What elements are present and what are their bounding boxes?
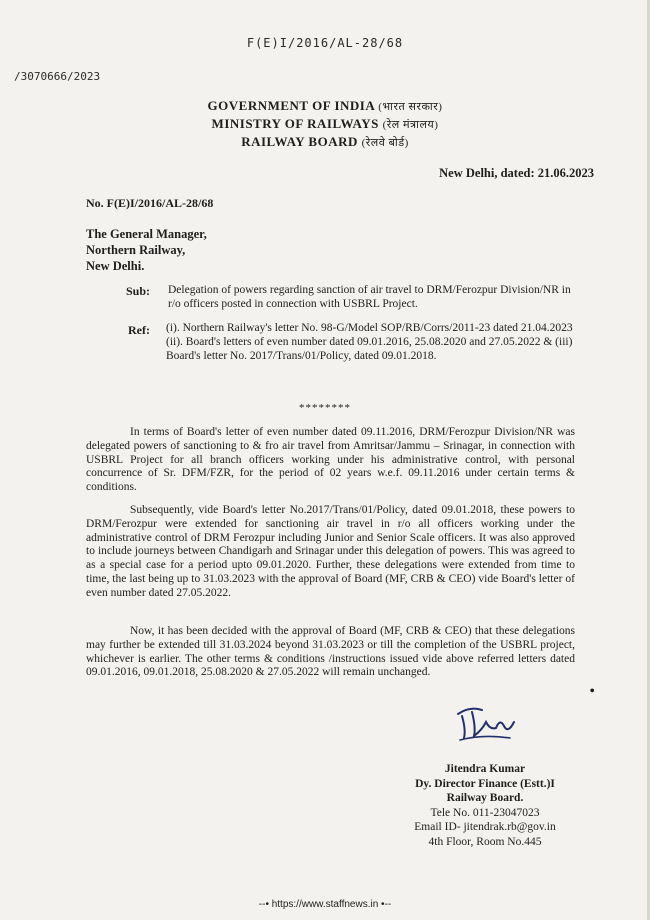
signatory-email: Email ID- jitendrak.rb@gov.in (414, 821, 556, 833)
letter-date: New Delhi, dated: 21.06.2023 (439, 166, 594, 180)
handwritten-file-reference: F(E)I/2016/AL-28/68 (246, 36, 404, 50)
header-ministry: MINISTRY OF RAILWAYS (रेल मंत्रालय) (211, 116, 439, 131)
signatory-designation: Dy. Director Finance (Estt.)I (415, 777, 555, 790)
signatory-office: Railway Board. (446, 792, 524, 804)
signature-block (380, 762, 590, 849)
separator: ******** (299, 402, 351, 414)
addressee-line: New Delhi. (86, 259, 145, 273)
handwritten-signature (452, 700, 522, 746)
addressee-line: The General Manager, (86, 227, 207, 241)
addressee-block (86, 226, 207, 274)
signatory-room: 4th Floor, Room No.445 (428, 835, 542, 848)
header-government: GOVERNMENT OF INDIA (भारत सरकार) (207, 98, 443, 113)
ink-dot: • (589, 683, 595, 700)
diary-number: /3070666/2023 (14, 70, 101, 83)
header-railway-board: RAILWAY BOARD (रेलवे बोर्ड) (241, 134, 409, 149)
file-number: No. F(E)I/2016/AL-28/68 (86, 196, 214, 210)
reference-label: Ref: (128, 323, 150, 337)
body-paragraph-3: Now, it has been decided with the approval of Board (MF, CRB & CEO) that these delegations may further be extended till 31.03.2024 beyond 31.03.2023 or till the completion of the USBRL project, whichever is earlier. The other terms & conditions /instructions issued vide above referred letters dated 09.01.2016, 09.01.2018, 25.08.2020 & 27.05.2022 will remain unchanged. (86, 625, 575, 679)
body-paragraph-1: In terms of Board's letter of even number dated 09.11.2016, DRM/Ferozpur Division/NR was delegated powers of sanctioning to & fro air travel from Amritsar/Jammu – Srinagar, in connection with USBRL Project for all branch officers working under his administrative control, with personal concurrence of Sr. DFM/FZR, for the period of 02 years w.e.f. 09.11.2016 under certain terms & conditions. (86, 426, 575, 494)
signatory-phone: Tele No. 011-23047023 (430, 806, 540, 819)
signatory-name: Jitendra Kumar (444, 763, 526, 775)
body-paragraph-2: Subsequently, vide Board's letter No.2017/Trans/01/Policy, dated 09.01.2018, these powers to DRM/Ferozpur were extended for sanctioning air travel in r/o all officers working under the administrative control of DRM Ferozpur including Junior and Senior Scale officers. It was also approved to include journeys between Chandigarh and Srinagar under this delegation of powers. This was agreed to as a special case for a period upto 09.01.2020. Further, these delegations were extended from time to time, the last being up to 31.03.2023 with the approval of Board (MF, CRB & CEO) vide Board's letter of even number dated 27.05.2022. (86, 504, 575, 599)
subject-label: Sub: (126, 284, 151, 298)
reference-text: (i). Northern Railway's letter No. 98-G/Model SOP/RB/Corrs/2011-23 dated 21.04.2023 (ii). Board's letters of even number dated 09.01.2016, 25.08.2020 and 27.05.2022 & (iii) Board's letter No. 2017/Trans/01/Policy, dated 09.01.2018. (166, 322, 573, 362)
subject-text: Delegation of powers regarding sanction of air travel to DRM/Ferozpur Division/NR in r/o officers posted in connection with USBRL Project. (168, 284, 571, 310)
footer-watermark: --• https://www.staffnews.in •-- (258, 899, 392, 910)
addressee-line: Northern Railway, (86, 243, 186, 257)
